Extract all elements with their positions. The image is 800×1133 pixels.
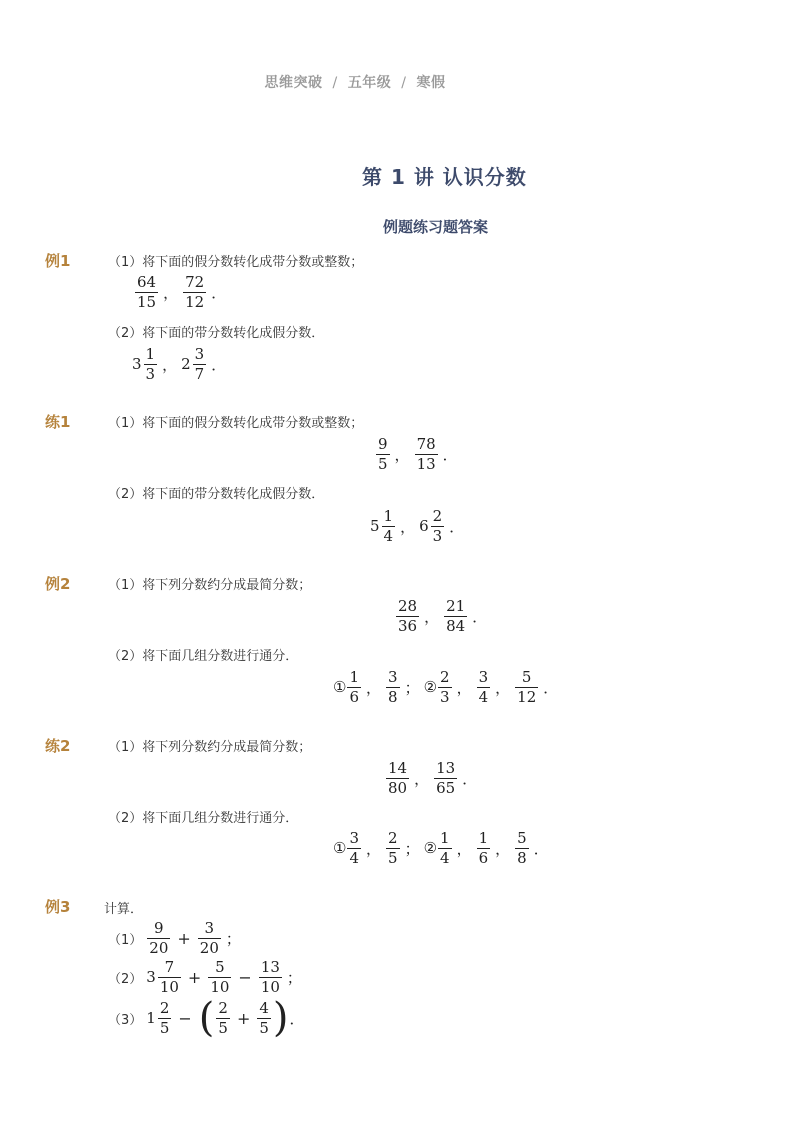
fraction: $\frac{64}{15}$ (137, 273, 157, 311)
item-label: 例2 (45, 575, 71, 593)
fraction: $\frac{3}{8}$ (388, 668, 398, 706)
question-text: （1）将下面的假分数转化成带分数或整数； (108, 416, 364, 431)
fraction: $\frac{3}{4}$ (349, 829, 359, 867)
fraction: $\frac{2}{3}$ (432, 507, 443, 545)
fraction: $\frac{5}{12}$ (517, 668, 537, 706)
fraction: $\frac{13}{10}$ (260, 958, 280, 996)
fraction: $\frac{1}{4}$ (440, 829, 450, 867)
question-text: （2）将下面几组分数进行通分． (108, 649, 299, 664)
fraction: $\frac{5}{10}$ (210, 958, 230, 996)
math-expression: （2） 3 $\frac{7}{10}$ + $\frac{5}{10}$ − $\frac{13}{10}$ ； (108, 958, 302, 996)
fraction: $\frac{14}{80}$ (388, 759, 408, 797)
fraction: $\frac{2}{5}$ (388, 829, 398, 867)
breadcrumb-item: 五年级 (347, 75, 392, 91)
breadcrumb-separator: / (401, 75, 407, 91)
fraction: $\frac{2}{5}$ (218, 999, 228, 1037)
fraction: $\frac{1}{3}$ (145, 345, 156, 383)
fraction: $\frac{13}{65}$ (436, 759, 456, 797)
math-expression: ① $\frac{1}{6}$ ， $\frac{3}{8}$ ； ② $\frac{2}{3}$ ， $\frac{3}{4}$ ， $\frac{5}{12}$ ． (333, 668, 559, 706)
fraction: $\frac{2}{5}$ (159, 999, 170, 1037)
question-text: 计算． (104, 902, 144, 917)
fraction: $\frac{2}{3}$ (440, 668, 450, 706)
fraction: $\frac{28}{36}$ (398, 597, 418, 635)
fraction: $\frac{3}{4}$ (478, 668, 489, 706)
question-text: （1）将下面的假分数转化成带分数或整数； (108, 255, 364, 270)
question-text: （2）将下面几组分数进行通分． (108, 811, 299, 826)
fraction: $\frac{5}{8}$ (517, 829, 527, 867)
breadcrumb-item: 寒假 (416, 75, 446, 91)
item-label: 练1 (45, 413, 71, 431)
math-expression: $\frac{14}{80}$ ， $\frac{13}{65}$ ． (388, 759, 478, 797)
question-text: （1）将下列分数约分成最简分数； (108, 578, 312, 593)
math-expression: $\frac{28}{36}$ ， $\frac{21}{84}$ ． (398, 597, 488, 635)
fraction: $\frac{7}{10}$ (159, 958, 179, 996)
item-label: 例3 (45, 898, 71, 916)
math-expression: $\frac{64}{15}$ ， $\frac{72}{12}$ ． (137, 273, 227, 311)
fraction: $\frac{4}{5}$ (259, 999, 269, 1037)
fraction: $\frac{1}{6}$ (349, 668, 359, 706)
math-expression: $\frac{9}{5}$ ， $\frac{78}{13}$ ． (378, 435, 458, 473)
breadcrumb-item: 思维突破 (264, 75, 323, 91)
item-label: 例1 (45, 252, 71, 270)
fraction: $\frac{1}{4}$ (383, 507, 394, 545)
question-text: （2）将下面的带分数转化成假分数． (108, 487, 325, 502)
fraction: $\frac{3}{20}$ (199, 919, 219, 957)
fraction: $\frac{78}{13}$ (416, 435, 436, 473)
fraction: $\frac{3}{7}$ (194, 345, 205, 383)
fraction: $\frac{21}{84}$ (446, 597, 466, 635)
math-expression: ① $\frac{3}{4}$ ， $\frac{2}{5}$ ； ② $\frac{1}{4}$ ， $\frac{1}{6}$ ， $\frac{5}{8}$ ． (333, 829, 549, 867)
math-expression: （3） 1 $\frac{2}{5}$ − ( $\frac{2}{5}$ + $\frac{4}{5}$ ) ． (108, 995, 305, 1041)
item-label: 练2 (45, 737, 71, 755)
question-text: （1）将下列分数约分成最简分数； (108, 740, 312, 755)
breadcrumb (0, 72, 710, 92)
math-expression: （1） $\frac{9}{20}$ + $\frac{3}{20}$ ； (108, 919, 241, 957)
math-expression: 5 $\frac{1}{4}$ ， 6 $\frac{2}{3}$ ． (370, 507, 465, 545)
breadcrumb-separator: / (332, 75, 338, 91)
fraction: $\frac{9}{5}$ (378, 435, 388, 473)
fraction: $\frac{9}{20}$ (149, 919, 169, 957)
section-heading: 例题练习题答案 (383, 218, 489, 236)
math-expression: 3 $\frac{1}{3}$ ， 2 $\frac{3}{7}$ ． (132, 345, 227, 383)
question-text: （2）将下面的带分数转化成假分数． (108, 326, 325, 341)
fraction: $\frac{72}{12}$ (185, 273, 205, 311)
fraction: $\frac{1}{6}$ (478, 829, 489, 867)
page-title: 第 1 讲 认识分数 (362, 165, 527, 189)
